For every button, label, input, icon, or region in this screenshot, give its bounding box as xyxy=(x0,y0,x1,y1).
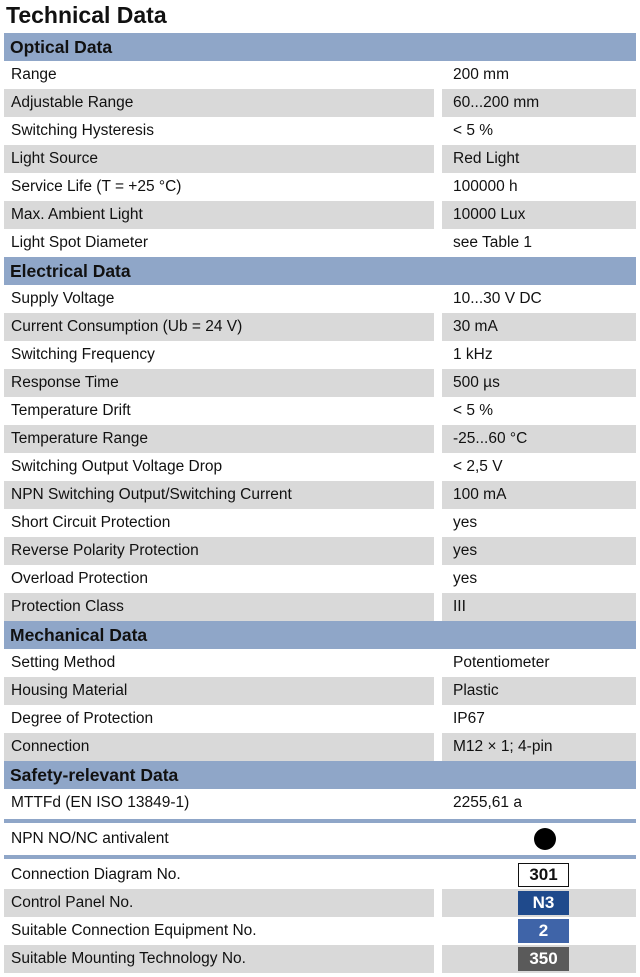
table-row xyxy=(4,453,636,481)
control-panel-badge: N3 xyxy=(518,891,569,915)
row-value: 100000 h xyxy=(453,178,518,195)
table-row xyxy=(4,649,636,677)
row-label: Switching Frequency xyxy=(11,346,155,363)
table-row xyxy=(4,173,636,201)
table-row xyxy=(4,229,636,257)
row-value: Plastic xyxy=(442,677,636,705)
row-label: Temperature Range xyxy=(4,425,434,453)
row-label: Response Time xyxy=(4,369,434,397)
row-value: 1 kHz xyxy=(453,346,493,363)
table-row xyxy=(4,509,636,537)
row-value: IP67 xyxy=(453,710,485,727)
reference-row-control-panel xyxy=(4,889,636,917)
table-row xyxy=(4,537,636,565)
table-row xyxy=(4,789,636,817)
section-header-electrical: Electrical Data xyxy=(4,257,636,285)
filled-dot-icon xyxy=(534,828,556,850)
table-row xyxy=(4,313,636,341)
row-value: 30 mA xyxy=(442,313,636,341)
table-row xyxy=(4,425,636,453)
row-value: yes xyxy=(453,570,478,587)
mounting-technology-badge: 350 xyxy=(518,947,569,971)
table-row xyxy=(4,397,636,425)
output-function-row xyxy=(4,825,636,853)
row-label: Short Circuit Protection xyxy=(11,514,171,531)
row-value: 200 mm xyxy=(453,66,509,83)
table-row xyxy=(4,705,636,733)
output-indicator-cell xyxy=(442,825,636,853)
row-label: Max. Ambient Light xyxy=(4,201,434,229)
row-value: 100 mA xyxy=(442,481,636,509)
row-value: M12 × 1; 4-pin xyxy=(442,733,636,761)
table-row xyxy=(4,285,636,313)
row-value: < 2,5 V xyxy=(453,458,503,475)
table-row xyxy=(4,341,636,369)
row-label: Current Consumption (Ub = 24 V) xyxy=(4,313,434,341)
row-label: Connection xyxy=(4,733,434,761)
table-row xyxy=(4,369,636,397)
row-label: Switching Output Voltage Drop xyxy=(11,458,223,475)
table-row xyxy=(4,677,636,705)
table-row xyxy=(4,145,636,173)
row-value: 2255,61 a xyxy=(453,794,522,811)
connection-diagram-badge: 301 xyxy=(518,863,569,887)
row-value: 10000 Lux xyxy=(442,201,636,229)
row-label: Adjustable Range xyxy=(4,89,434,117)
table-row xyxy=(4,481,636,509)
table-row xyxy=(4,201,636,229)
section-divider xyxy=(4,819,636,823)
row-value: III xyxy=(442,593,636,621)
reference-label: Suitable Connection Equipment No. xyxy=(11,922,257,939)
table-row xyxy=(4,117,636,145)
row-label: Setting Method xyxy=(11,654,116,671)
row-label: Protection Class xyxy=(4,593,434,621)
page-title: Technical Data xyxy=(6,2,167,28)
row-value: Red Light xyxy=(442,145,636,173)
reference-row-mounting-technology xyxy=(4,945,636,973)
row-value: yes xyxy=(453,514,478,531)
section-header-mechanical: Mechanical Data xyxy=(4,621,636,649)
row-value: < 5 % xyxy=(453,402,494,419)
row-label: Supply Voltage xyxy=(11,290,115,307)
table-row xyxy=(4,61,636,89)
table-row xyxy=(4,89,636,117)
row-value: Potentiometer xyxy=(453,654,550,671)
section-header-optical: Optical Data xyxy=(4,33,636,61)
row-value: 10...30 V DC xyxy=(453,290,542,307)
reference-label: Connection Diagram No. xyxy=(11,866,181,883)
row-value: 60...200 mm xyxy=(442,89,636,117)
row-label: NPN Switching Output/Switching Current xyxy=(4,481,434,509)
section-divider xyxy=(4,855,636,859)
row-label: Range xyxy=(11,66,57,83)
connection-equipment-badge: 2 xyxy=(518,919,569,943)
row-value: see Table 1 xyxy=(453,234,532,251)
row-label: Housing Material xyxy=(4,677,434,705)
row-label: Service Life (T = +25 °C) xyxy=(11,178,182,195)
row-label: Switching Hysteresis xyxy=(11,122,154,139)
row-value: yes xyxy=(442,537,636,565)
row-value: 500 µs xyxy=(442,369,636,397)
table-row xyxy=(4,593,636,621)
table-row xyxy=(4,733,636,761)
reference-row-connection-equipment xyxy=(4,917,636,945)
reference-row-connection-diagram xyxy=(4,861,636,889)
reference-label: Suitable Mounting Technology No. xyxy=(4,945,434,973)
row-value: -25...60 °C xyxy=(442,425,636,453)
table-row xyxy=(4,565,636,593)
reference-label: Control Panel No. xyxy=(4,889,434,917)
row-label: Temperature Drift xyxy=(11,402,131,419)
row-label: Overload Protection xyxy=(11,570,148,587)
row-label: Degree of Protection xyxy=(11,710,154,727)
row-value: < 5 % xyxy=(453,122,494,139)
section-header-safety: Safety-relevant Data xyxy=(4,761,636,789)
row-label: Light Source xyxy=(4,145,434,173)
row-label: Light Spot Diameter xyxy=(11,234,148,251)
output-function-label: NPN NO/NC antivalent xyxy=(11,830,169,847)
row-label: Reverse Polarity Protection xyxy=(4,537,434,565)
row-label: MTTFd (EN ISO 13849-1) xyxy=(11,794,190,811)
